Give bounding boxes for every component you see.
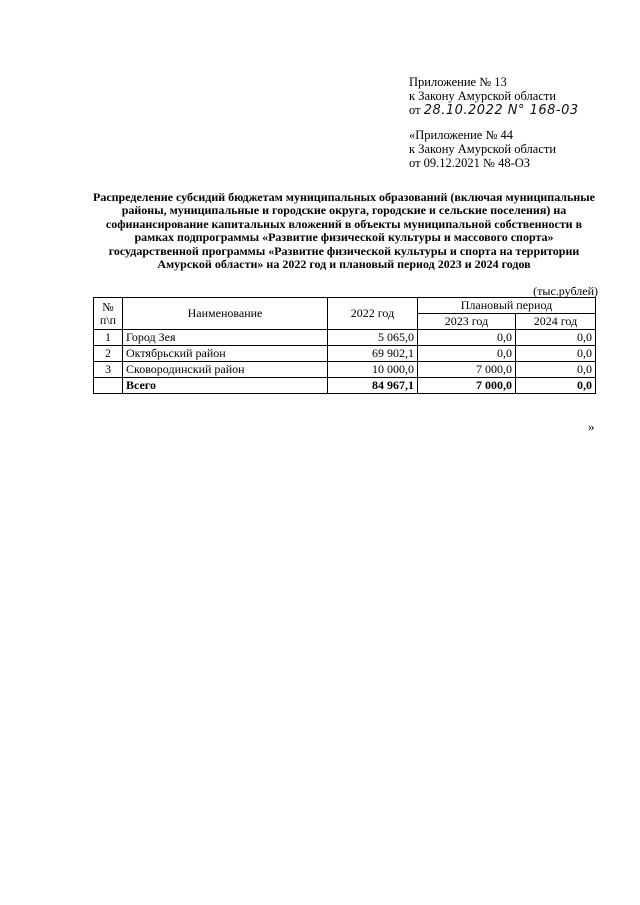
row-2022: 69 902,1 <box>328 346 418 362</box>
previous-appendix-header <box>409 128 609 170</box>
table-header-row <box>94 298 596 314</box>
appendix-header <box>409 75 609 118</box>
total-2024: 0,0 <box>516 378 596 394</box>
handwritten-date-number: 28.10.2022 N° 168-03 <box>423 103 579 118</box>
previous-appendix-number: «Приложение № 44 <box>409 128 514 142</box>
header-plan-period: Плановый период <box>418 298 596 314</box>
row-2023: 0,0 <box>418 330 516 346</box>
table-row <box>94 346 596 362</box>
row-2024: 0,0 <box>516 346 596 362</box>
previous-appendix-date: от 09.12.2021 № 48-ОЗ <box>409 156 531 170</box>
appendix-date-prefix: от <box>409 103 421 117</box>
row-2022: 5 065,0 <box>328 330 418 346</box>
table-row <box>94 362 596 378</box>
previous-appendix-law: к Закону Амурской области <box>409 142 557 156</box>
header-2024: 2024 год <box>516 314 596 330</box>
total-2022: 84 967,1 <box>328 378 418 394</box>
appendix-date-line <box>409 103 609 118</box>
total-number-empty <box>94 378 123 394</box>
appendix-law: к Закону Амурской области <box>409 89 557 103</box>
row-number: 3 <box>94 362 123 378</box>
row-name: Сковородинский район <box>123 362 328 378</box>
row-2024: 0,0 <box>516 362 596 378</box>
total-row <box>94 378 596 394</box>
closing-quote: » <box>588 419 595 434</box>
header-2023: 2023 год <box>418 314 516 330</box>
table-row <box>94 330 596 346</box>
units-label: (тыс.рублей) <box>533 284 598 298</box>
row-2023: 7 000,0 <box>418 362 516 378</box>
total-label: Всего <box>123 378 328 394</box>
row-name: Октябрьский район <box>123 346 328 362</box>
row-number: 1 <box>94 330 123 346</box>
subsidy-table <box>93 297 596 394</box>
header-name: Наименование <box>123 298 328 330</box>
appendix-number: Приложение № 13 <box>409 75 507 89</box>
row-2024: 0,0 <box>516 330 596 346</box>
total-2023: 7 000,0 <box>418 378 516 394</box>
row-2023: 0,0 <box>418 346 516 362</box>
document-title: Распределение субсидий бюджетам муниципальных образований (включая муниципальные районы, муниципальные и городские округа, городские и сельские поселения) на софинансирование капитальных вложений в объекты муниципальной собственности в рамках подпрограммы «Развитие физической культуры и массового спорта» государственной программы «Развитие физической культуры и спорта на территории Амурской области» на 2022 год и плановый период 2023 и 2024 годов <box>92 190 595 272</box>
row-name: Город Зея <box>123 330 328 346</box>
header-number: № п\п <box>94 298 123 330</box>
row-number: 2 <box>94 346 123 362</box>
header-2022: 2022 год <box>328 298 418 330</box>
row-2022: 10 000,0 <box>328 362 418 378</box>
